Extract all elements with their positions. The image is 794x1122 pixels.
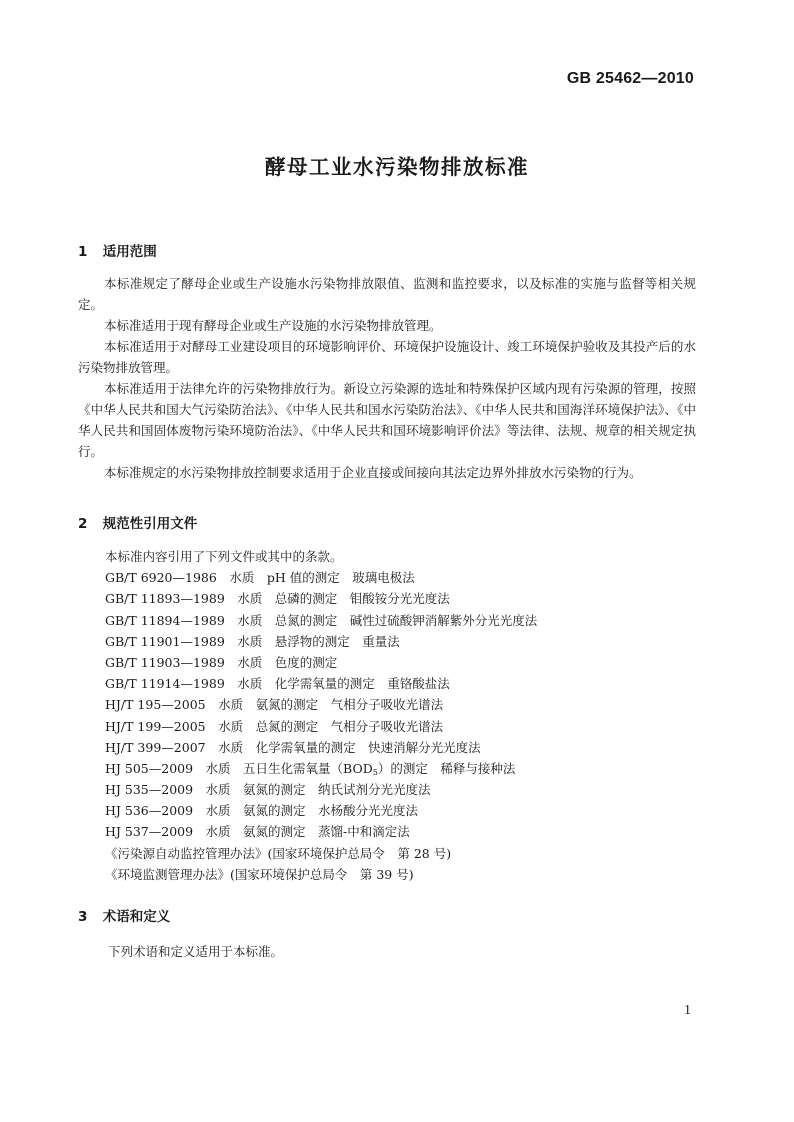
reference-item: 《污染源自动监控管理办法》(国家环境保护总局令 第 28 号) bbox=[105, 845, 452, 861]
document-title: 酵母工业水污染物排放标准 bbox=[265, 155, 529, 179]
section-title: 规范性引用文件 bbox=[102, 516, 198, 532]
paragraph: 本标准规定的水污染物排放控制要求适用于企业直接或间接向其法定边界外排放水污染物的行为。 bbox=[104, 465, 642, 480]
section-title: 适用范围 bbox=[102, 244, 157, 260]
reference-item: HJ/T 399—2007 水质 化学需氧量的测定 快速消解分光光度法 bbox=[105, 739, 481, 755]
reference-item: HJ/T 195—2005 水质 氨氮的测定 气相分子吸收光谱法 bbox=[105, 697, 444, 713]
reference-item-bod bbox=[105, 758, 537, 779]
section-3-intro: 下列术语和定义适用于本标准。 bbox=[108, 944, 284, 959]
reference-item: GB/T 11903—1989 水质 色度的测定 bbox=[105, 654, 338, 670]
standard-code: GB 25462—2010 bbox=[566, 70, 694, 87]
paragraph: 本标准规定了酵母企业或生产设施水污染物排放限值、监测和监控要求，以及标准的实施与监督等相关规定。 bbox=[78, 276, 696, 312]
reference-item: GB/T 6920—1986 水质 pH 值的测定 玻璃电极法 bbox=[105, 570, 415, 586]
section-1-heading bbox=[78, 240, 157, 260]
bod-text-before: HJ 505—2009 水质 五日生化需氧量（BOD bbox=[105, 760, 373, 776]
section-2-intro: 本标准内容引用了下列文件或其中的条款。 bbox=[105, 549, 343, 564]
reference-item: GB/T 11893—1989 水质 总磷的测定 钼酸铵分光光度法 bbox=[105, 591, 450, 607]
section-number: 2 bbox=[78, 516, 88, 532]
section-1-body bbox=[78, 273, 696, 483]
reference-item: HJ/T 199—2005 水质 总氮的测定 气相分子吸收光谱法 bbox=[105, 718, 444, 734]
reference-item: GB/T 11894—1989 水质 总氮的测定 碱性过硫酸钾消解紫外分光光度法 bbox=[105, 612, 538, 628]
reference-item: 《环境监测管理办法》(国家环境保护总局令 第 39 号) bbox=[105, 866, 414, 882]
section-2-heading bbox=[78, 512, 197, 532]
paragraph: 本标准适用于对酵母工业建设项目的环境影响评价、环境保护设施设计、竣工环境保护验收及其投产后的水污染物排放管理。 bbox=[78, 339, 696, 375]
page-number: 1 bbox=[684, 1003, 691, 1018]
section-title: 术语和定义 bbox=[102, 909, 171, 925]
section-number: 3 bbox=[78, 909, 88, 925]
reference-item: HJ 536—2009 水质 氨氮的测定 水杨酸分光光度法 bbox=[105, 803, 419, 819]
reference-item: GB/T 11914—1989 水质 化学需氧量的测定 重铬酸盐法 bbox=[105, 676, 450, 692]
bod-text-after: ）的测定 稀释与接种法 bbox=[377, 760, 516, 776]
reference-item: HJ 535—2009 水质 氨氮的测定 纳氏试剂分光光度法 bbox=[105, 782, 431, 798]
bod-subscript: 5 bbox=[372, 767, 378, 777]
section-3-heading bbox=[78, 905, 170, 925]
reference-item: HJ 537—2009 水质 氨氮的测定 蒸馏-中和滴定法 bbox=[105, 824, 410, 840]
reference-list bbox=[105, 546, 537, 885]
paragraph: 本标准适用于法律允许的污染物排放行为。新设立污染源的选址和特殊保护区域内现有污染源的管理，按照《中华人民共和国大气污染防治法》、《中华人民共和国水污染防治法》、《中华人民共和国海洋环境保护法》、《中华人民共和国固体废物污染环境防治法》、《中华人民共和国环境影响评价法》等法律、法规、规章的相关规定执行。 bbox=[78, 381, 696, 459]
paragraph: 本标准适用于现有酵母企业或生产设施的水污染物排放管理。 bbox=[104, 318, 442, 333]
section-number: 1 bbox=[78, 244, 88, 260]
reference-item: GB/T 11901—1989 水质 悬浮物的测定 重量法 bbox=[105, 633, 400, 649]
